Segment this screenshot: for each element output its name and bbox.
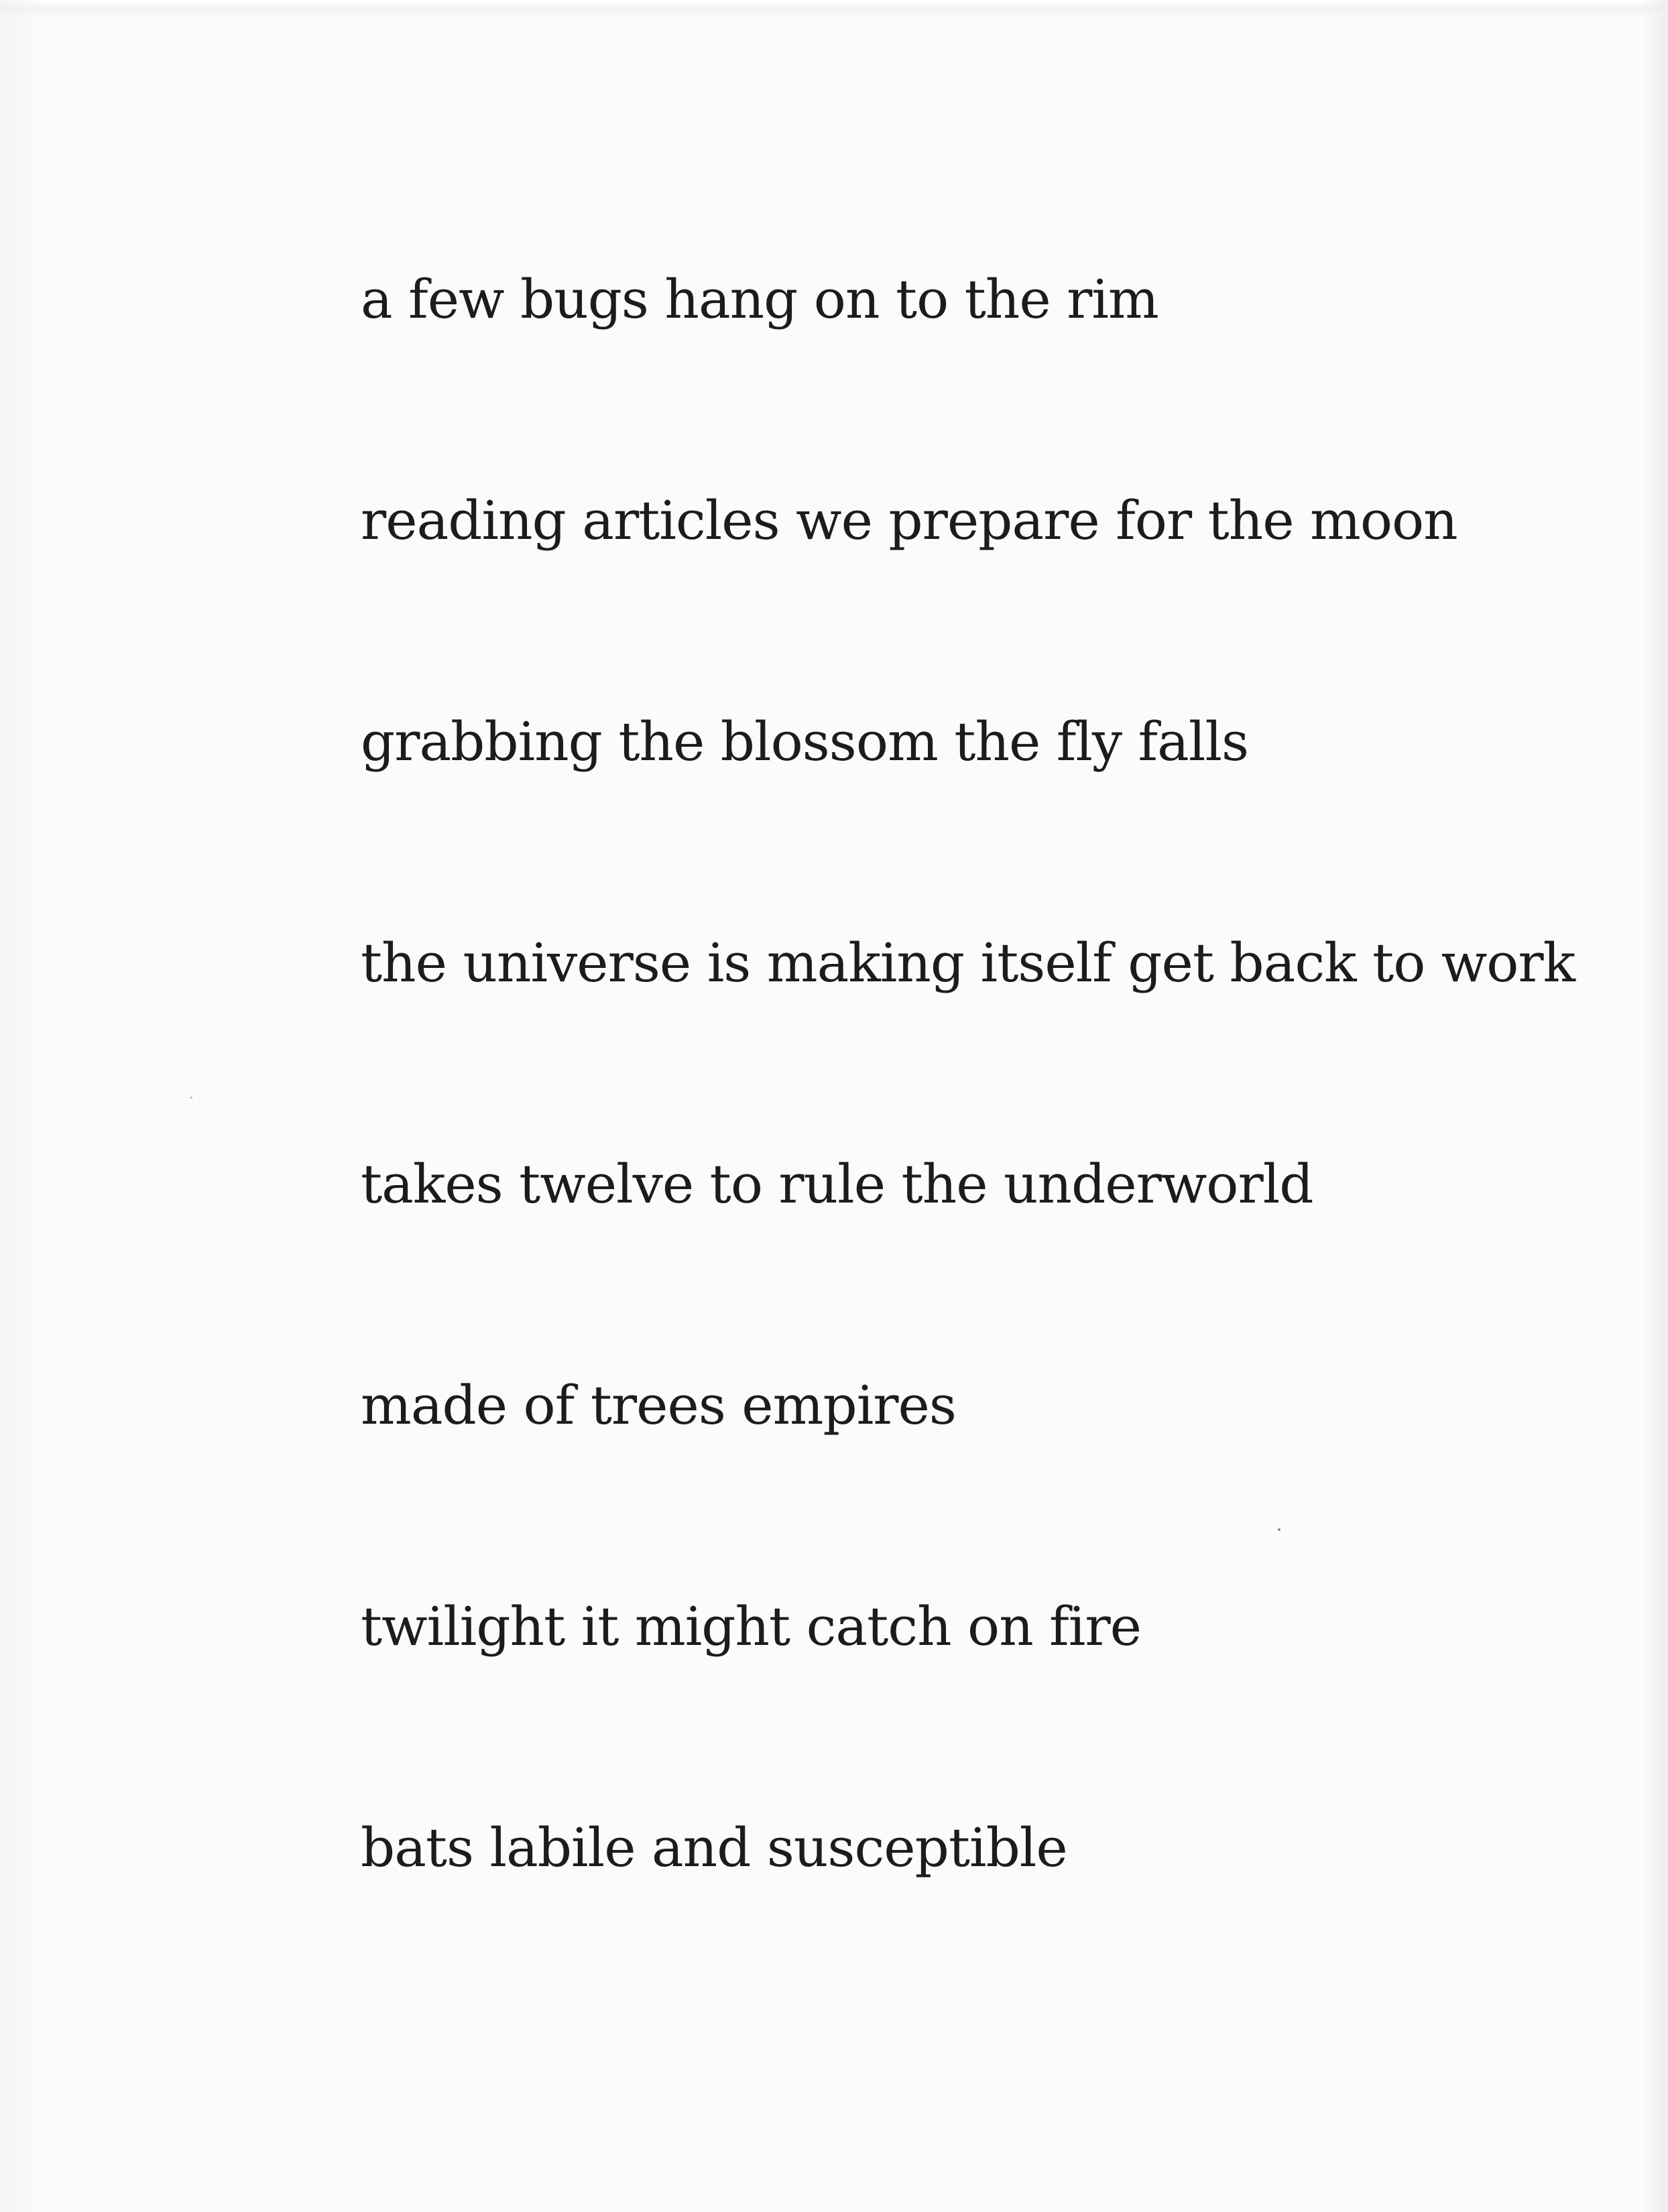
poem-line: the universe is making itself get back to work	[361, 932, 1575, 994]
poem	[361, 263, 1575, 2032]
page-edge-right	[1641, 0, 1668, 2212]
page-edge-left	[0, 0, 40, 2212]
poem-line: reading articles we prepare for the moon	[361, 489, 1457, 552]
poem-line: takes twelve to rule the underworld	[361, 1153, 1313, 1215]
poem-line: grabbing the blossom the fly falls	[361, 711, 1249, 773]
poem-line: bats labile and susceptible	[361, 1817, 1067, 1879]
poem-line: twilight it might catch on fire	[361, 1595, 1141, 1658]
page-edge-top	[0, 0, 1668, 16]
paper-speck	[190, 1097, 192, 1099]
poem-line: a few bugs hang on to the rim	[361, 268, 1158, 330]
paper-speck	[1278, 1528, 1280, 1531]
poem-line: made of trees empires	[361, 1374, 956, 1436]
